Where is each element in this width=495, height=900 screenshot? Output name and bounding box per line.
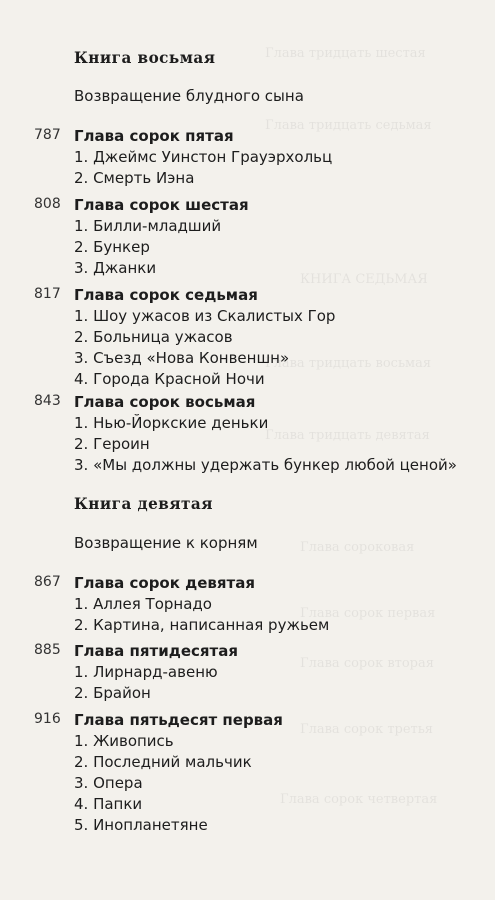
list-item: 4. Города Красной Ночи [74, 370, 265, 388]
book-title: Книга девятая [74, 494, 213, 513]
list-item: 2. Героин [74, 435, 150, 453]
list-item: 2. Картина, написанная ружьем [74, 616, 330, 634]
list-item: 2. Брайон [74, 684, 151, 702]
book-subtitle: Возвращение блудного сына [74, 87, 304, 105]
chapter-title: Глава сорок пятая [74, 127, 234, 145]
page-number: 787 [34, 127, 61, 143]
chapter-title: Глава сорок седьмая [74, 286, 258, 304]
page-number: 843 [34, 393, 61, 409]
page-number: 916 [34, 711, 61, 727]
list-item: 3. «Мы должны удержать бункер любой ценой» [74, 456, 457, 474]
chapter-title: Глава сорок восьмая [74, 393, 256, 411]
list-item: 2. Больница ужасов [74, 328, 233, 346]
list-item: 1. Лирнард-авеню [74, 663, 218, 681]
page-number: 885 [34, 642, 61, 658]
list-item: 2. Бункер [74, 238, 150, 256]
list-item: 1. Аллея Торнадо [74, 595, 212, 613]
list-item: 1. Нью-Йоркские деньки [74, 414, 269, 432]
list-item: 3. Джанки [74, 259, 157, 277]
page-number: 867 [34, 574, 61, 590]
list-item: 1. Билли-младший [74, 217, 222, 235]
chapter-title: Глава пятидесятая [74, 642, 238, 660]
list-item: 2. Последний мальчик [74, 753, 252, 771]
list-item: 1. Живопись [74, 732, 174, 750]
chapter-title: Глава сорок девятая [74, 574, 256, 592]
list-item: 1. Шоу ужасов из Скалистых Гор [74, 307, 336, 325]
chapter-title: Глава сорок шестая [74, 196, 249, 214]
list-item: 1. Джеймс Уинстон Грауэрхольц [74, 148, 333, 166]
chapter-title: Глава пятьдесят первая [74, 711, 283, 729]
book-title: Книга восьмая [74, 48, 216, 67]
book-subtitle: Возвращение к корням [74, 534, 258, 552]
list-item: 3. Съезд «Нова Конвеншн» [74, 349, 290, 367]
list-item: 4. Папки [74, 795, 143, 813]
list-item: 2. Смерть Иэна [74, 169, 195, 187]
page-number: 817 [34, 286, 61, 302]
list-item: 5. Инопланетяне [74, 816, 208, 834]
list-item: 3. Опера [74, 774, 143, 792]
page-number: 808 [34, 196, 61, 212]
